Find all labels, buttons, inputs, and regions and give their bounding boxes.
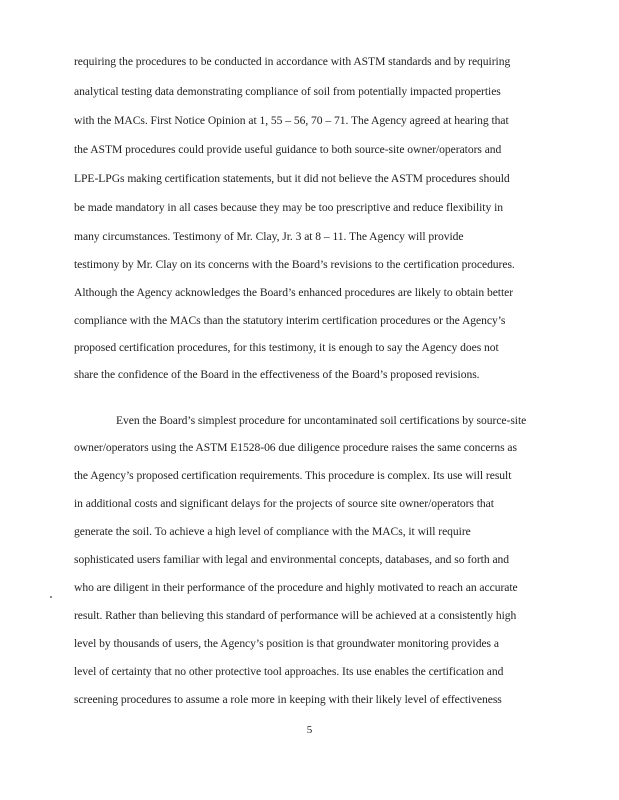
body-text-line: with the MACs. First Notice Opinion at 1, 55 – 56, 70 – 71. The Agency agreed at hearing that bbox=[74, 114, 509, 127]
body-text-line: Although the Agency acknowledges the Board’s enhanced procedures are likely to obtain better bbox=[74, 286, 514, 299]
body-text-line: share the confidence of the Board in the effectiveness of the Board’s proposed revisions. bbox=[74, 368, 480, 381]
body-text-line: requiring the procedures to be conducted in accordance with ASTM standards and by requiring bbox=[74, 55, 511, 68]
body-text-line: many circumstances. Testimony of Mr. Clay, Jr. 3 at 8 – 11. The Agency will provide bbox=[74, 230, 464, 243]
body-text-line: level of certainty that no other protective tool approaches. Its use enables the certification and bbox=[74, 665, 504, 678]
body-text-line: result. Rather than believing this standard of performance will be achieved at a consistently high bbox=[74, 609, 517, 622]
body-text-line: level by thousands of users, the Agency’s position is that groundwater monitoring provides a bbox=[74, 637, 499, 650]
body-text-line: be made mandatory in all cases because they may be too prescriptive and reduce flexibility in bbox=[74, 201, 503, 214]
body-text-line: sophisticated users familiar with legal and environmental concepts, databases, and so forth and bbox=[74, 553, 510, 566]
body-text-line: LPE-LPGs making certification statements, but it did not believe the ASTM procedures should bbox=[74, 172, 510, 185]
body-text-line: proposed certification procedures, for this testimony, it is enough to say the Agency does not bbox=[74, 341, 499, 354]
body-text-line: owner/operators using the ASTM E1528-06 due diligence procedure raises the same concerns as bbox=[74, 441, 517, 454]
body-text-line: compliance with the MACs than the statutory interim certification procedures or the Agency’s bbox=[74, 314, 506, 327]
body-text-line: testimony by Mr. Clay on its concerns with the Board’s revisions to the certification procedures. bbox=[74, 258, 515, 271]
body-text-line: in additional costs and significant delays for the projects of source site owner/operators that bbox=[74, 497, 494, 510]
page-number: 5 bbox=[306, 724, 313, 736]
paragraph-first-line: Even the Board’s simplest procedure for uncontaminated soil certifications by source-site bbox=[116, 414, 527, 427]
body-text-line: analytical testing data demonstrating compliance of soil from potentially impacted properties bbox=[74, 85, 501, 98]
scan-speck bbox=[50, 596, 52, 598]
body-text-line: generate the soil. To achieve a high level of compliance with the MACs, it will require bbox=[74, 525, 471, 538]
body-text-line: the Agency’s proposed certification requirements. This procedure is complex. Its use will result bbox=[74, 469, 512, 482]
body-text-line: the ASTM procedures could provide useful guidance to both source-site owner/operators and bbox=[74, 143, 502, 156]
body-text-line: screening procedures to assume a role more in keeping with their likely level of effectiveness bbox=[74, 693, 502, 706]
body-text-line: who are diligent in their performance of the procedure and highly motivated to reach an accurate bbox=[74, 581, 518, 594]
